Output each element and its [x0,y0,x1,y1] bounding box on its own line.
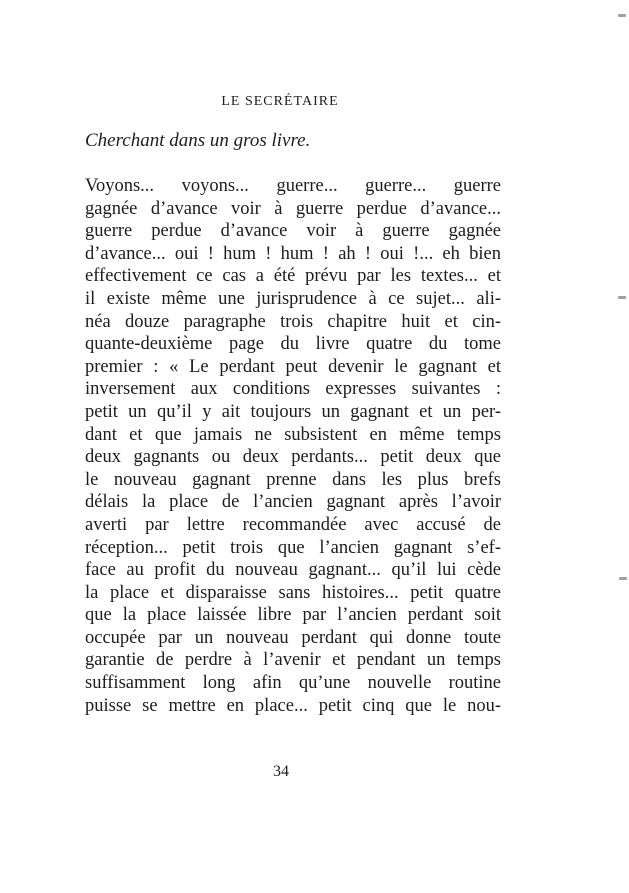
text-line: que la place laissée libre par l’ancien perdant soit [85,605,501,626]
text-line: dant et que jamais ne subsistent en même temps [85,424,501,445]
text-line: quante-deuxième page du livre quatre du tome [85,334,501,355]
paragraph [85,175,501,717]
text-line: la place et disparaisse sans histoires... petit quatre [85,582,501,603]
text-line: deux gagnants ou deux perdants... petit deux que [85,447,501,468]
text-line: premier : « Le perdant peut devenir le gagnant et [85,356,501,377]
text-line: gagnée d’avance voir à guerre perdue d’avance... [85,198,501,219]
text-line: Voyons... voyons... guerre... guerre... guerre [85,176,501,196]
text-line: effectivement ce cas a été prévu par les textes... et [85,266,501,287]
text-line: guerre perdue d’avance voir à guerre gagnée [85,221,501,242]
text-line: le nouveau gagnant prenne dans les plus brefs [85,469,501,490]
running-header: LE SECRÉTAIRE [221,94,339,109]
text-line: inversement aux conditions expresses suivantes : [85,379,501,400]
scan-artifact-mark [619,577,627,580]
text-line: puisse se mettre en place... petit cinq que le nou- [85,695,501,716]
text-line: il existe même une jurisprudence à ce sujet... ali- [85,288,501,309]
page-number: 34 [273,763,289,780]
scan-artifact-mark [618,296,626,299]
text-line: petit un qu’il y ait toujours un gagnant et un per- [85,401,501,422]
text-line: réception... petit trois que l’ancien gagnant s’ef- [85,537,501,558]
text-line: occupée par un nouveau perdant qui donne toute [85,627,501,648]
text-line: délais la place de l’ancien gagnant après l’avoir [85,492,501,513]
text-line: néa douze paragraphe trois chapitre huit et cin- [85,311,501,332]
text-line: face au profit du nouveau gagnant... qu’il lui cède [85,560,501,581]
text-line: suffisamment long afin qu’une nouvelle routine [85,673,501,694]
stage-direction: Cherchant dans un gros livre. [85,130,311,151]
text-line: garantie de perdre à l’avenir et pendant un temps [85,650,501,671]
scan-artifact-mark [618,14,626,17]
text-line: averti par lettre recommandée avec accusé de [85,514,501,535]
text-line: d’avance... oui ! hum ! hum ! ah ! oui !... eh bien [85,243,501,264]
